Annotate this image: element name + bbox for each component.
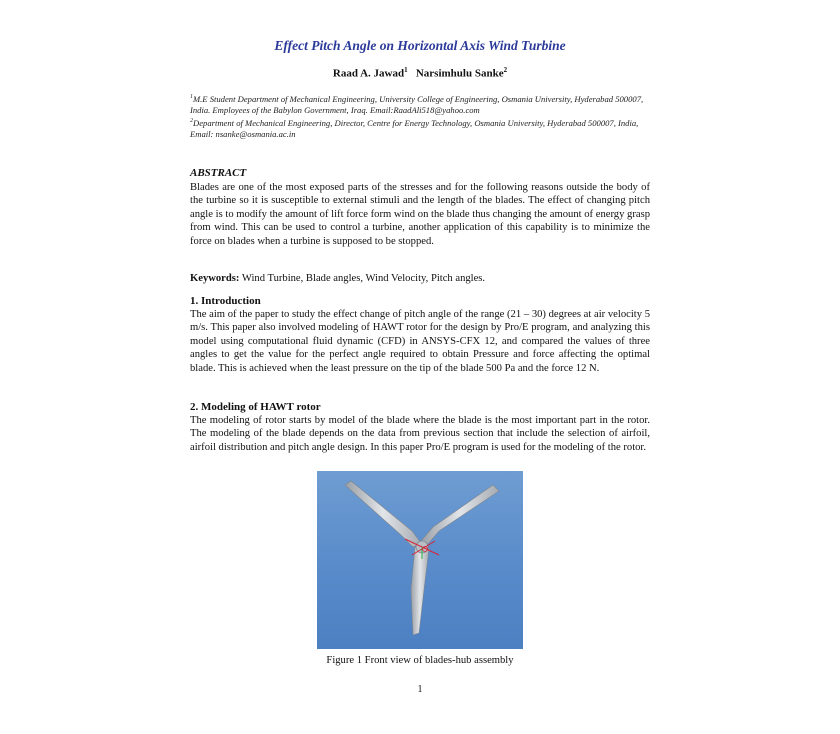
affiliation-2-text: Department of Mechanical Engineering, Director, Centre for Energy Technology, Osmania University, Hyderabad 500007, India, Email: nsanke@osmania.ac.in [190, 117, 639, 139]
keywords-line [190, 272, 650, 285]
blade-bottom [411, 547, 429, 635]
section-2-text: The modeling of rotor starts by model of the blade where the blade is the most important part in the rotor. The modeling of the blade depends on the data from previous section that include the selection of airfoil, airfoil distribution and pitch angle design. In this paper Pro/E program is used for the modeling of the rotor. [190, 415, 650, 453]
blade-left [345, 481, 421, 547]
affiliation-1-sup: 1 [190, 94, 193, 100]
author-line [0, 66, 840, 80]
turbine-render-illustration [317, 471, 523, 649]
keywords-text: Wind Turbine, Blade angles, Wind Velocity, Pitch angles. [241, 273, 486, 284]
figure-blades-hub [317, 471, 523, 649]
section-2-heading: 2. Modeling of HAWT rotor [190, 401, 321, 413]
author-2-name: Narsimhulu Sanke [415, 67, 504, 80]
section-1-text: The aim of the paper to study the effect change of pitch angle of the range (21 – 30) degrees at air velocity 5 m/s. This paper also involved modeling of HAWT rotor for the design by Pro/E program, and analyzing this model using computational fluid dynamic (CFD) in ANSYS-CFX 12, and compared the values of three angles to get the value for the perfect angle required to obtain Pressure and force affecting the optimal blade. This is achieved when the least pressure on the tip of the blade 500 Pa and the force 12 N. [190, 309, 650, 374]
figure-caption: Figure 1 Front view of blades-hub assembly [326, 655, 514, 666]
affiliation-2 [190, 116, 650, 140]
blade-right [421, 485, 499, 545]
page-number: 1 [417, 684, 423, 695]
author-2-sup: 2 [503, 66, 508, 74]
section-1-heading: 1. Introduction [190, 295, 261, 307]
keywords-label: Keywords: [190, 273, 240, 284]
paper-title: Effect Pitch Angle on Horizontal Axis Wind Turbine [274, 38, 566, 53]
affiliation-1-text: M.E Student Department of Mechanical Engineering, University College of Engineering, Osmania University, Hyderabad 500007, India. Employees of the Babylon Government, Iraq. Email:RaadAli518@yahoo.com [190, 93, 644, 115]
abstract-text: Blades are one of the most exposed parts of the stresses and for the following reasons outside the body of the turbine so it is susceptible to external stimuli and the length of the blades. The effect of changing pitch angle is to modify the amount of lift force form wind on the blade thus changing the amount of energy grasp from wind. This can be used to control a turbine, another application of this capability is to minimize the force on blades when a turbine is supposed to be stopped. [190, 182, 650, 247]
abstract-heading: ABSTRACT [190, 167, 247, 179]
author-1-name: Raad A. Jawad [332, 67, 405, 80]
affiliation-1 [190, 92, 650, 116]
affiliation-2-sup: 2 [190, 117, 193, 124]
affiliations [190, 92, 650, 140]
author-1-sup: 1 [404, 66, 408, 74]
